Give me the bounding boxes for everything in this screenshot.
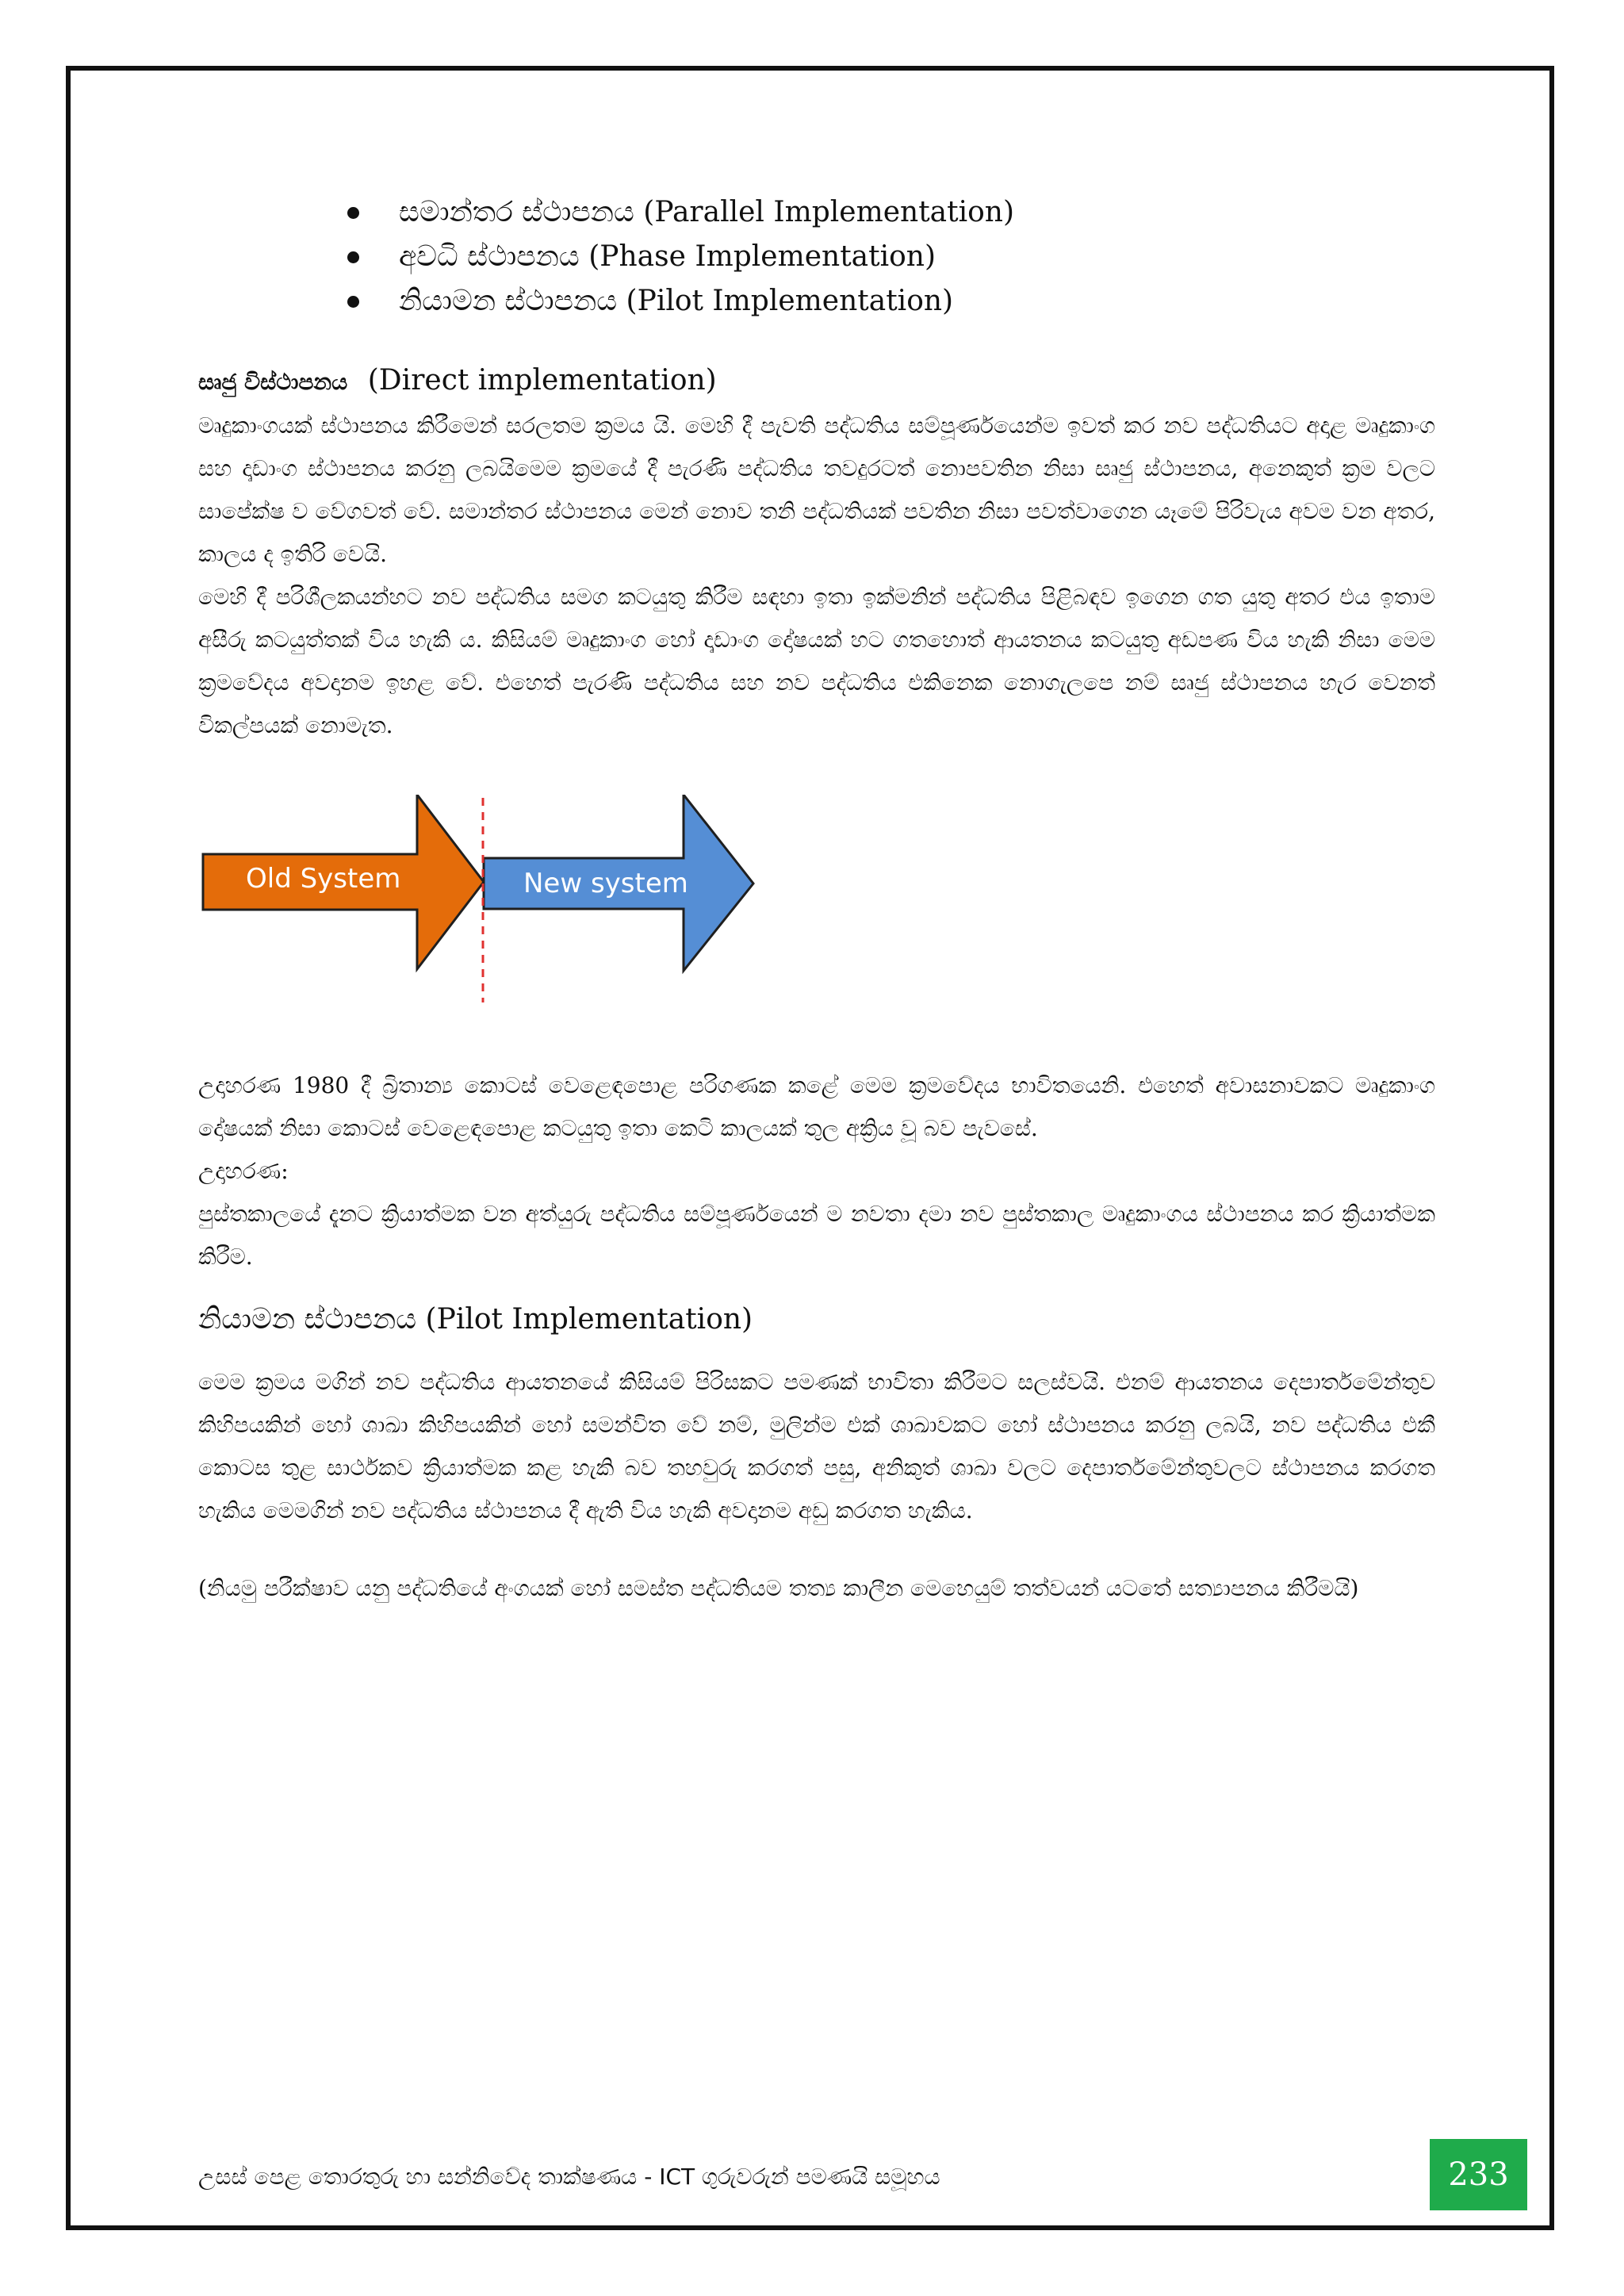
list-item: සමාන්තර ස්ථාපනය (Parallel Implementation) [347, 190, 1435, 235]
pilot-implementation-heading: නියාමන ස්ථාපනය (Pilot Implementation) [198, 1303, 753, 1336]
heading-english: (Direct implementation) [367, 364, 717, 397]
example-1: උදාහරණ 1980 දී බ්‍රිතාන්‍ය කොටස් වෙළෙඳපොළ පරිගණක කළේ මෙම ක්‍රමවේදය භාවිතයෙනි. එහෙත් අවාසනාවකට මෘදුකාංග දෝෂයක් නිසා කොටස් වෙළෙඳපොළ කටයුතු ඉතා කෙටි කාලයක් තුල අක්‍රිය වූ බව පැවසේ. [198, 1072, 1435, 1141]
pilot-paragraph: මෙම ක්‍රමය මගින් නව පද්ධතිය ආයතනයේ කිසියම් පිරිසකට පමණක් භාවිතා කිරීමට සලස්වයි. එනම් ආයතනය දෙපාර්තමේන්තුව කිහිපයකින් හෝ ශාඛා කිහිපයකින් හෝ සමන්විත වේ නම්, මුලින්ම එක් ශාඛාවකට හෝ ස්ථාපනය කරනු ලබයි, නව පද්ධතිය එකී කොටස තුළ සාර්ථකව ක්‍රියාත්මක කළ හැකි බව තහවුරු කරගත් පසු, අනිකුත් ශාඛා වලට දෙපාර්තමේන්තුවලට ස්ථාපනය කරගත හැකිය මෙමගින් නව පද්ධතිය ස්ථාපනය දී ඇති විය හැකි අවදානම අඩු කරගත හැකිය. [198, 1369, 1435, 1524]
heading-sinhala: සෘජු විස්ථාපනය [198, 369, 348, 395]
example-2: පුස්තකාලයේ දැනට ක්‍රියාත්මක වන අත්යුරු පද්ධතිය සම්පූර්ණයෙන් ම නවතා දමා නව පුස්තකාල මෘදුකාංගය ස්ථාපනය කර ක්‍රියාත්මක කිරීම. [198, 1201, 1435, 1270]
bullet-icon [347, 251, 359, 263]
bullet-icon [347, 207, 359, 219]
direct-paragraph-2: මෙහි දී පරිශීලකයන්හට නව පද්ධතිය සමග කටයුතු කිරීම සඳහා ඉතා ඉක්මනින් පද්ධතිය පිළිබඳව ඉගෙන ගත යුතු අතර එය ඉතාම අසීරු කටයුත්තක් විය හැකි ය. කිසියම් මෘදුකාංග හෝ දෘඩාංග දෝෂයක් හට ගතහොත් ආයතනය කටයුතු අඩපණ විය හැකි නිසා මෙම ක්‍රමවේදය අවදානම ඉහළ වේ. එහෙත් පැරණි පද්ධතිය සහ නව පද්ධතිය එකිනෙක නොගැලපෙ නම් සෘජු ස්ථාපනය හැර වෙනත් විකල්පයක් නොමැත. [198, 584, 1435, 738]
bullet-icon [347, 296, 359, 308]
example-2-label: උදාහරණ: [198, 1158, 289, 1184]
direct-implementation-diagram [198, 795, 1435, 1033]
diagram-svg [198, 795, 1435, 1033]
implementation-methods-list [198, 190, 1435, 324]
pilot-note: (නියමු පරීක්ෂාව යනු පද්ධතියේ අංගයක් හෝ සමස්ත පද්ධතියම තත්‍ය කාලීන මෙහෙයුම් තත්වයන් යටතේ සත්‍යාපනය කිරීමයි) [198, 1575, 1359, 1601]
direct-paragraph-1: මෘදුකාංගයක් ස්ථාපනය කිරීමෙන් සරලතම ක්‍රමය යි. මෙහි දී පැවති පද්ධතිය සම්පූර්ණයෙන්ම ඉවත් කර නව පද්ධතියට අදාළ මෘදුකාංග සහ දෘඩාංග ස්ථාපනය කරනු ලබයිමෙම ක්‍රමයේ දී පැරණි පද්ධතිය තවදුරටත් නොපවතින නිසා සෘජු ස්ථාපනය, අනෙකුත් ක්‍රම වලට සාපේක්ෂ ව වේගවත් වේ. සමාන්තර ස්ථාපනය මෙන් නොව තනි පද්ධතියක් පවතින නිසා පවත්වාගෙන යෑමේ පිරිවැය අවම වන අතර, කාලය ද ඉතිරි වෙයි. [198, 412, 1435, 567]
list-item: අවධි ස්ථාපනය (Phase Implementation) [347, 235, 1435, 279]
direct-implementation-heading [198, 358, 1435, 404]
page-number: 233 [1430, 2139, 1527, 2210]
list-item: නියාමන ස්ථාපනය (Pilot Implementation) [347, 279, 1435, 324]
page-content [198, 190, 1435, 1610]
new-system-label: New system [523, 868, 688, 899]
footer-text: උසස් පෙළ තොරතුරු හා සන්නිවේද තාක්ෂණය - ICT ගුරුවරුන් පමණයි සමූහය [198, 2164, 940, 2190]
old-system-label: Old System [246, 863, 401, 895]
